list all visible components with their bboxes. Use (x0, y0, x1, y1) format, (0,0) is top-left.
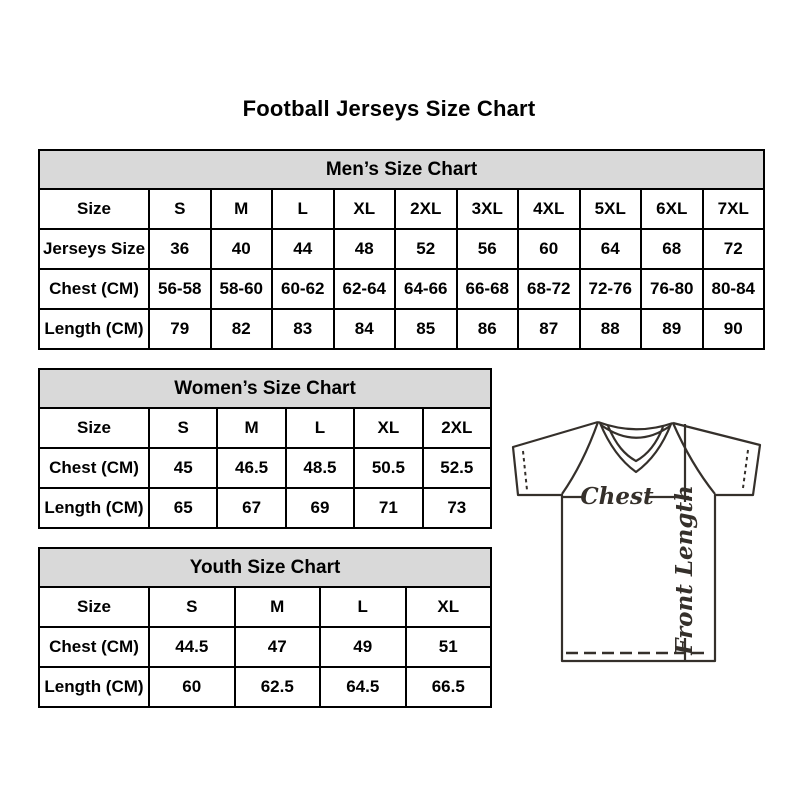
value-cell: 4XL (518, 189, 580, 229)
value-cell: XL (354, 408, 422, 448)
table-row (39, 587, 491, 627)
value-cell: 51 (406, 627, 492, 667)
value-cell: 60 (518, 229, 580, 269)
table-title: Women’s Size Chart (39, 369, 491, 408)
row-label-cell: Length (CM) (39, 309, 149, 349)
table-title: Men’s Size Chart (39, 150, 764, 189)
value-cell: 84 (334, 309, 396, 349)
value-cell: 89 (641, 309, 703, 349)
value-cell: 85 (395, 309, 457, 349)
value-cell: 69 (286, 488, 354, 528)
value-cell: 56 (457, 229, 519, 269)
value-cell: 90 (703, 309, 765, 349)
row-label-cell: Chest (CM) (39, 269, 149, 309)
row-label-cell: Size (39, 189, 149, 229)
value-cell: M (211, 189, 273, 229)
value-cell: 62.5 (235, 667, 321, 707)
row-label-cell: Chest (CM) (39, 627, 149, 667)
value-cell: 80-84 (703, 269, 765, 309)
row-label-cell: Jerseys Size (39, 229, 149, 269)
value-cell: 72 (703, 229, 765, 269)
value-cell: 50.5 (354, 448, 422, 488)
value-cell: 6XL (641, 189, 703, 229)
value-cell: 71 (354, 488, 422, 528)
table-title: Youth Size Chart (39, 548, 491, 587)
table-header-row (39, 369, 491, 408)
page-title: Football Jerseys Size Chart (242, 96, 536, 121)
table-row (39, 189, 764, 229)
value-cell: S (149, 408, 217, 448)
value-cell: 40 (211, 229, 273, 269)
row-label-cell: Size (39, 587, 149, 627)
value-cell: M (235, 587, 321, 627)
value-cell: 60 (149, 667, 235, 707)
collar-v-inner (608, 426, 663, 461)
value-cell: 60-62 (272, 269, 334, 309)
value-cell: 68-72 (518, 269, 580, 309)
value-cell: 83 (272, 309, 334, 349)
armhole-seam-right (673, 423, 715, 494)
value-cell: 49 (320, 627, 406, 667)
value-cell: L (286, 408, 354, 448)
value-cell: 5XL (580, 189, 642, 229)
value-cell: S (149, 189, 211, 229)
cuff-dashed-line-right (743, 450, 748, 488)
youth-size-chart-table (38, 547, 492, 708)
value-cell: 48 (334, 229, 396, 269)
value-cell: 87 (518, 309, 580, 349)
jersey-measurement-diagram (500, 402, 780, 672)
row-label-cell: Size (39, 408, 149, 448)
table-row (39, 488, 491, 528)
value-cell: XL (406, 587, 492, 627)
value-cell: 44 (272, 229, 334, 269)
value-cell: S (149, 587, 235, 627)
table-header-row (39, 548, 491, 587)
value-cell: 56-58 (149, 269, 211, 309)
table-row (39, 229, 764, 269)
table-row (39, 627, 491, 667)
value-cell: L (320, 587, 406, 627)
value-cell: 3XL (457, 189, 519, 229)
value-cell: 47 (235, 627, 321, 667)
value-cell: 67 (217, 488, 285, 528)
value-cell: XL (334, 189, 396, 229)
mens-size-chart-table (38, 149, 765, 350)
table-row (39, 269, 764, 309)
value-cell: 72-76 (580, 269, 642, 309)
value-cell: 73 (423, 488, 491, 528)
value-cell: 2XL (423, 408, 491, 448)
value-cell: 86 (457, 309, 519, 349)
value-cell: 62-64 (334, 269, 396, 309)
row-label-cell: Length (CM) (39, 667, 149, 707)
value-cell: 48.5 (286, 448, 354, 488)
table-row (39, 667, 491, 707)
value-cell: 2XL (395, 189, 457, 229)
value-cell: 65 (149, 488, 217, 528)
table-row (39, 408, 491, 448)
value-cell: 64 (580, 229, 642, 269)
chest-label: Chest (580, 483, 654, 510)
value-cell: 52.5 (423, 448, 491, 488)
value-cell: 36 (149, 229, 211, 269)
value-cell: 79 (149, 309, 211, 349)
womens-size-chart-table (38, 368, 492, 529)
value-cell: 64.5 (320, 667, 406, 707)
value-cell: 76-80 (641, 269, 703, 309)
value-cell: 64-66 (395, 269, 457, 309)
value-cell: 66.5 (406, 667, 492, 707)
front-length-label: Front Length (671, 485, 698, 655)
table-row (39, 448, 491, 488)
value-cell: 82 (211, 309, 273, 349)
value-cell: L (272, 189, 334, 229)
table-row (39, 309, 764, 349)
value-cell: 46.5 (217, 448, 285, 488)
value-cell: 7XL (703, 189, 765, 229)
value-cell: 68 (641, 229, 703, 269)
cuff-dashed-line-left (523, 451, 527, 490)
row-label-cell: Length (CM) (39, 488, 149, 528)
table-header-row (39, 150, 764, 189)
value-cell: 52 (395, 229, 457, 269)
value-cell: 44.5 (149, 627, 235, 667)
row-label-cell: Chest (CM) (39, 448, 149, 488)
value-cell: M (217, 408, 285, 448)
value-cell: 58-60 (211, 269, 273, 309)
value-cell: 66-68 (457, 269, 519, 309)
value-cell: 88 (580, 309, 642, 349)
value-cell: 45 (149, 448, 217, 488)
jersey-outline (513, 422, 760, 661)
